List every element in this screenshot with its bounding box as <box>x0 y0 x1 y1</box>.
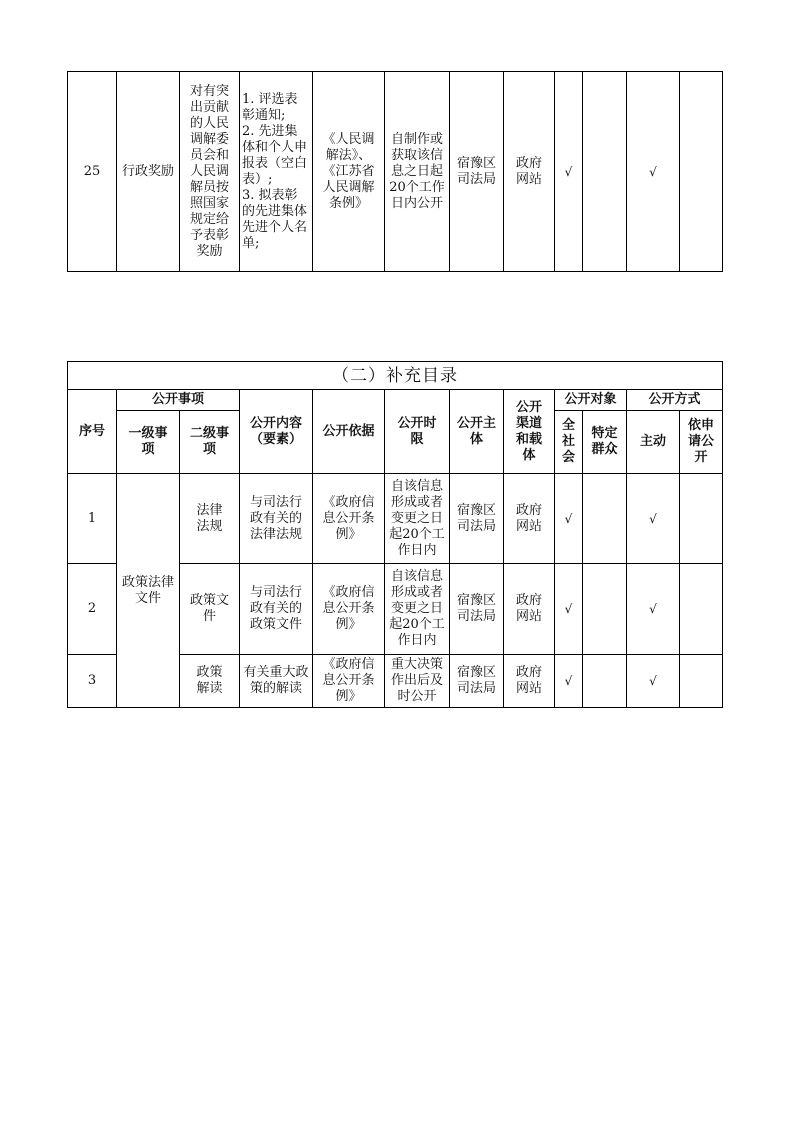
header-channel: 公开渠道和载体 <box>515 399 542 463</box>
on-request-mark <box>680 72 723 272</box>
disclosure-basis: 《人民调解法》、《江苏省人民调解条例》 <box>322 131 375 211</box>
header-subject: 公开主体 <box>456 415 496 447</box>
level2-item: 政策解读 <box>196 665 223 696</box>
level2-item: 法律法规 <box>196 502 223 534</box>
all-society-mark: √ <box>555 474 583 564</box>
header-no: 序号 <box>68 390 117 474</box>
disclosure-time: 自制作或获取该信息之日起20个工作日内公开 <box>389 131 445 211</box>
disclosure-basis: 《政府信息公开条例》 <box>322 494 375 542</box>
active-mark: √ <box>627 474 680 564</box>
header-active: 主动 <box>627 411 680 474</box>
on-request-mark <box>680 474 723 564</box>
supplement-title: （二）补充目录 <box>68 362 723 390</box>
header-level1: 一级事项 <box>128 426 168 457</box>
header-time: 公开时限 <box>397 415 437 447</box>
disclosure-time: 重大决策作出后及时公开 <box>390 657 443 704</box>
row-number: 1 <box>68 474 117 564</box>
disclosure-time: 自该信息形成或者变更之日起20个工作日内 <box>389 569 445 648</box>
active-mark: √ <box>627 72 680 272</box>
specific-group-mark <box>583 474 627 564</box>
header-basis: 公开依据 <box>313 390 385 474</box>
disclosure-content: 有关重大政策的解读 <box>243 665 309 696</box>
on-request-mark <box>680 564 723 655</box>
table-row <box>68 474 723 564</box>
disclosure-channel: 政府网站 <box>515 502 542 534</box>
all-society-mark: √ <box>555 564 583 655</box>
level2-item: 对有突出贡献的人民调解委员会和人民调解员按照国家规定给予表彰奖励 <box>189 83 229 259</box>
disclosure-channel: 政府网站 <box>515 593 542 624</box>
disclosure-content: 与司法行政有关的法律法规 <box>249 494 302 542</box>
specific-group-mark <box>583 72 627 272</box>
disclosure-subject: 宿豫区司法局 <box>456 665 496 696</box>
all-society-mark: √ <box>555 72 583 272</box>
header-content: 公开内容（要素） <box>249 415 302 447</box>
supplement-catalog-table <box>67 361 723 708</box>
level1-item: 行政奖励 <box>117 72 180 272</box>
header-level2: 二级事项 <box>189 426 229 457</box>
header-on-request: 依申请公开 <box>688 418 715 465</box>
header-items: 公开事项 <box>117 390 240 411</box>
header-all-society: 全社会 <box>561 418 575 465</box>
header-target: 公开对象 <box>555 390 627 411</box>
disclosure-subject: 宿豫区司法局 <box>456 593 496 624</box>
disclosure-basis: 《政府信息公开条例》 <box>322 585 375 632</box>
specific-group-mark <box>583 564 627 655</box>
header-mode: 公开方式 <box>627 390 723 411</box>
specific-group-mark <box>583 655 627 708</box>
disclosure-basis: 《政府信息公开条例》 <box>322 657 375 704</box>
active-mark: √ <box>627 564 680 655</box>
active-mark: √ <box>627 655 680 708</box>
all-society-mark: √ <box>555 655 583 708</box>
disclosure-content: 与司法行政有关的政策文件 <box>249 585 302 632</box>
row-number: 25 <box>68 72 117 272</box>
disclosure-channel: 政府网站 <box>515 665 542 696</box>
disclosure-content: 1. 评选表彰通知; 2. 先进集体和个人申报表（空白表）; 3. 拟表彰的先进集体先进个人名单; <box>242 91 308 251</box>
level2-item: 政策文件 <box>189 593 229 624</box>
table-row <box>68 72 723 272</box>
row-number: 3 <box>68 655 117 708</box>
header-specific: 特定群众 <box>591 426 618 457</box>
disclosure-subject: 宿豫区司法局 <box>456 155 496 187</box>
disclosure-channel: 政府网站 <box>515 155 542 187</box>
level1-item: 政策法律文件 <box>121 574 174 606</box>
disclosure-subject: 宿豫区司法局 <box>456 502 496 534</box>
disclosure-time: 自该信息形成或者变更之日起20个工作日内 <box>389 478 445 558</box>
catalog-table-row25 <box>67 71 723 272</box>
on-request-mark <box>680 655 723 708</box>
row-number: 2 <box>68 564 117 655</box>
